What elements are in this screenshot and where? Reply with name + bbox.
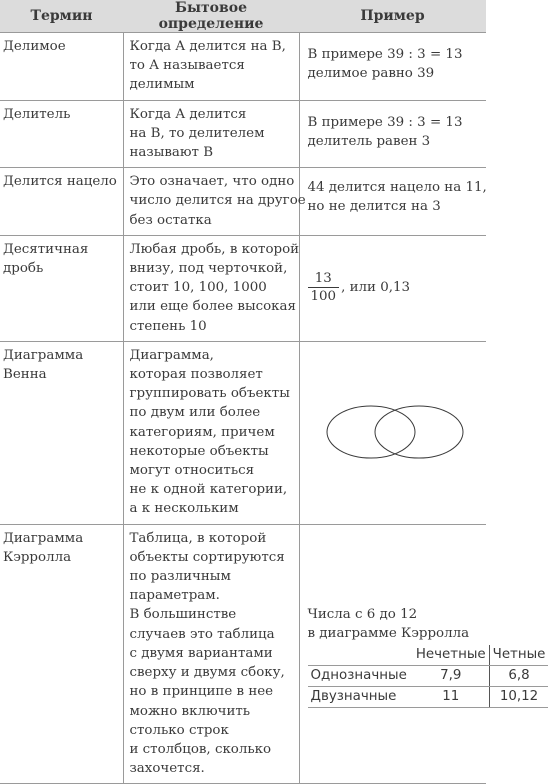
example-cell [299,33,486,101]
fraction-suffix: , или 0,13 [341,278,410,297]
carroll-row [308,666,548,687]
carroll-caption-line: в диаграмме Кэрролла [308,624,483,643]
definition-cell [123,235,299,341]
definition-line: некоторые объекты [130,442,295,461]
carroll-diagram [308,645,548,708]
definition-cell [123,168,299,236]
example-cell [299,524,486,784]
table-row [0,341,486,524]
carroll-cell: 11 [413,687,489,708]
definition-line: но в принципе в нее [130,682,295,701]
definition-line: не к одной категории, [130,480,295,499]
term-text: Делимое [3,37,119,56]
term-text: Диаграмма [3,346,119,365]
carroll-cell: 10,12 [489,687,548,708]
table-row [0,524,486,784]
carroll-row-label: Двузначные [308,687,413,708]
definition-line: с двумя вариантами [130,644,295,663]
definition-line: Любая дробь, в которой [130,240,295,259]
carroll-header-row [308,645,548,666]
definition-line: Таблица, в которой [130,529,295,548]
definition-line: параметрам. [130,586,295,605]
carroll-col-header: Нечетные [413,645,489,666]
term-text: Диаграмма [3,529,119,548]
term-text: Делитель [3,105,119,124]
definition-line: то A называется [130,56,295,75]
venn-diagram-svg [325,404,465,460]
example-cell [299,341,486,524]
carroll-row-label: Однозначные [308,666,413,687]
decimal-fraction-example [308,240,483,336]
definition-line: Диаграмма, [130,346,295,365]
fraction [308,271,340,305]
example-line: В примере 39 : 3 = 13 [308,45,483,64]
definition-cell [123,100,299,168]
venn-circle-left [327,406,415,458]
term-cell [0,235,123,341]
term-cell [0,100,123,168]
venn-diagram [308,346,483,519]
example-cell [299,168,486,236]
example-line: 44 делится нацело на 11, [308,178,483,197]
carroll-row [308,687,548,708]
term-cell [0,341,123,524]
definition-cell [123,524,299,784]
term-text: Десятичная [3,240,119,259]
definition-line: захочется. [130,759,295,778]
example-line: но не делится на 3 [308,197,483,216]
example-line: делитель равен 3 [308,132,483,151]
fraction-denominator: 100 [308,287,340,305]
venn-circle-right [375,406,463,458]
definition-line: делимым [130,75,295,94]
carroll-col-header: Четные [489,645,548,666]
carroll-cell: 6,8 [489,666,548,687]
definition-line: и столбцов, сколько [130,740,295,759]
table-row [0,100,486,168]
example-cell [299,100,486,168]
definition-line: Когда A делится [130,105,295,124]
term-cell [0,524,123,784]
definition-line: называют B [130,143,295,162]
table-row [0,235,486,341]
definition-line: сверху и двумя сбоку, [130,663,295,682]
definition-line: могут относиться [130,461,295,480]
definition-cell [123,341,299,524]
table-row [0,168,486,236]
carroll-caption [308,605,483,643]
definition-line: можно включить [130,702,295,721]
definition-line: по двум или более [130,403,295,422]
header-example: Пример [299,0,486,33]
term-cell [0,33,123,101]
definition-line: В большинстве [130,605,295,624]
definition-line: случаев это таблица [130,625,295,644]
definition-line: степень 10 [130,317,295,336]
definition-line: внизу, под черточкой, [130,259,295,278]
table-row [0,33,486,101]
example-line: делимое равно 39 [308,64,483,83]
definition-cell [123,33,299,101]
term-text: Кэрролла [3,548,119,567]
example-line: В примере 39 : 3 = 13 [308,113,483,132]
definition-line: число делится на другое [130,191,295,210]
definition-line: без остатка [130,211,295,230]
definition-line: объекты сортируются [130,548,295,567]
term-cell [0,168,123,236]
term-text: дробь [3,259,119,278]
term-text: Венна [3,365,119,384]
definition-line: на B, то делителем [130,124,295,143]
header-row [0,0,486,33]
definition-line: по различным [130,567,295,586]
definition-line: столько строк [130,721,295,740]
carroll-caption-line: Числа с 6 до 12 [308,605,483,624]
carroll-corner [308,645,413,666]
definition-line: Когда A делится на B, [130,37,295,56]
definition-line: которая позволяет [130,365,295,384]
definition-line: или еще более высокая [130,297,295,316]
definition-line: а к нескольким [130,499,295,518]
definition-line: стоит 10, 100, 1000 [130,278,295,297]
definition-line: группировать объекты [130,384,295,403]
fraction-numerator: 13 [312,271,335,287]
header-term: Термин [0,0,123,33]
example-cell [299,235,486,341]
term-text: Делится нацело [3,172,119,191]
carroll-cell: 7,9 [413,666,489,687]
header-definition: Бытовое определение [123,0,299,33]
definition-line: категориям, причем [130,423,295,442]
definition-line: Это означает, что одно [130,172,295,191]
